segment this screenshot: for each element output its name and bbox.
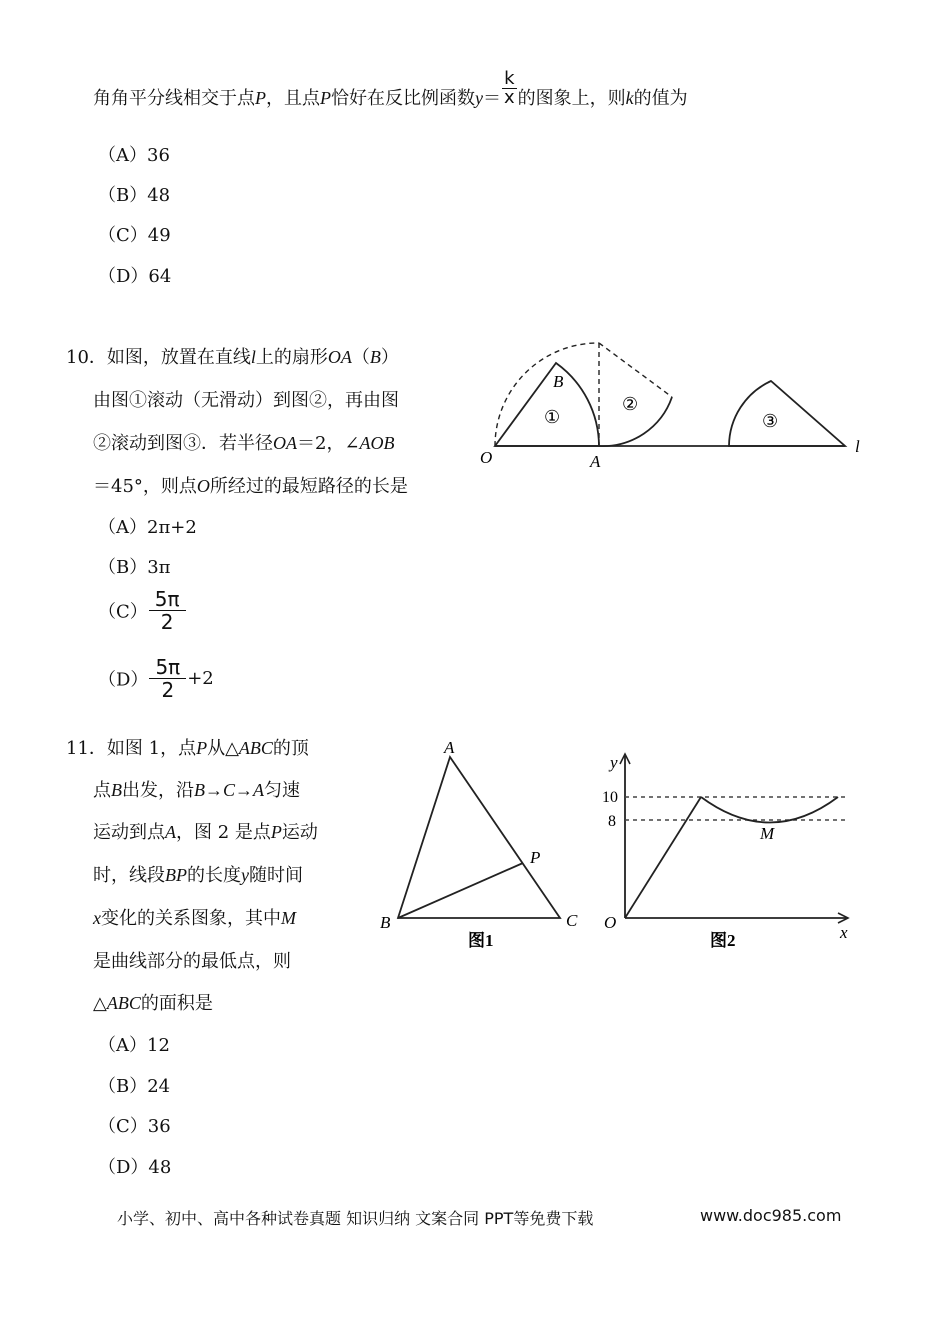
segment-oa: OA [273, 433, 297, 453]
q11-text: 运动到点 [93, 822, 165, 843]
fig2-caption: 图2 [710, 931, 736, 950]
label-x: x [840, 923, 848, 942]
q11-text: 出发，沿 [122, 780, 194, 801]
q11-figure-2 [590, 748, 860, 953]
q10-option-d [98, 656, 214, 701]
fraction-denominator: x [504, 86, 515, 108]
point-b: B [369, 347, 381, 367]
triangle-abc-shape [398, 757, 560, 918]
graph-linear-part [625, 797, 701, 918]
q9-stem-text: ，且点 [266, 88, 320, 109]
q11-option-a: （A）12 [98, 1035, 170, 1056]
q11-line-1 [66, 734, 309, 760]
label-y: y [610, 753, 618, 772]
point-m: M [281, 908, 296, 928]
q10-text: （ [351, 347, 370, 368]
q11-option-d: （D）48 [98, 1157, 172, 1178]
q10-line-4 [93, 472, 408, 498]
q11-line-4 [93, 861, 303, 887]
q10-text: ②滚动到图③．若半径 [93, 433, 273, 454]
q11-text: △ [93, 993, 107, 1014]
var-y: y [475, 88, 483, 108]
q10-text: ） [380, 347, 399, 368]
label-o: O [480, 448, 493, 467]
point-o: O [196, 476, 210, 496]
line-l: l [250, 347, 256, 367]
q11-text: 运动 [281, 822, 318, 843]
dashed-slant [599, 343, 672, 397]
path-arc-dashed [495, 343, 599, 446]
q10-text: 10．如图，放置在直线 [66, 347, 251, 368]
q11-line-7 [93, 989, 213, 1015]
footer-url[interactable]: www.doc985.com [700, 1206, 842, 1225]
var-k: k [625, 88, 634, 108]
plus-two: +2 [187, 668, 214, 689]
q10-line-1 [66, 343, 399, 369]
q11-option-b: （B）24 [98, 1076, 171, 1097]
segment-bp: BP [165, 865, 187, 885]
fraction-k-over-x [502, 67, 517, 108]
q10-option-b: （B）3π [98, 557, 171, 578]
circled-1: ① [544, 407, 561, 427]
footer-text: 小学、初中、高中各种试卷真题 知识归纳 文案合同 PPT等免费下载 [117, 1209, 594, 1228]
q11-option-c: （C）36 [98, 1116, 171, 1137]
q11-text: 的面积是 [140, 993, 213, 1014]
segment-oa: OA [327, 347, 352, 367]
q9-stem-text: 的值为 [633, 88, 688, 109]
label-p: P [530, 848, 541, 867]
var-y: y [241, 865, 249, 885]
q11-text: 11．如图 1，点 [66, 738, 197, 759]
fraction-numerator: 5π [154, 587, 180, 611]
point-p: P [255, 88, 266, 108]
sector-1 [495, 363, 599, 446]
q11-line-3 [93, 818, 318, 844]
q11-figure-1 [370, 735, 590, 955]
triangle-abc: ABC [106, 993, 141, 1013]
tick-8: 8 [608, 813, 616, 830]
point-a: A [165, 822, 176, 842]
q11-text: ，图 2 是点 [176, 822, 271, 843]
point-p: P [196, 738, 208, 758]
q9-option-a: （A）36 [98, 145, 170, 166]
q9-option-d: （D）64 [98, 266, 172, 287]
equals-sign: ＝ [483, 88, 501, 109]
q10-figure [470, 335, 870, 475]
q9-stem [93, 67, 688, 110]
graph-curve-part [701, 797, 838, 823]
sector-3 [729, 381, 845, 446]
fig1-caption: 图1 [468, 931, 494, 950]
var-x: x [93, 908, 101, 928]
option-label: （C） [98, 601, 148, 623]
q9-stem-text: 角角平分线相交于点 [93, 88, 255, 109]
label-o: O [604, 913, 617, 932]
q9-stem-text: 的图象上，则 [517, 88, 626, 109]
q11-line-5 [93, 904, 296, 930]
q11-text: 点 [93, 780, 111, 801]
q11-text: 变化的关系图象，其中 [101, 908, 281, 929]
label-b: B [553, 372, 564, 391]
q10-text: 所经过的最短路径的长是 [209, 476, 408, 497]
fraction-5pi-over-2 [149, 588, 186, 633]
q9-stem-text: 恰好在反比例函数 [331, 88, 475, 109]
q10-text: ＝45°，则点 [93, 476, 197, 497]
q10-option-c [98, 588, 187, 633]
tick-10: 10 [602, 789, 618, 806]
q10-option-a: （A）2π+2 [98, 517, 197, 538]
q11-text: 的顶 [272, 738, 309, 759]
fraction-numerator: k [504, 67, 515, 89]
label-l: l [855, 437, 860, 456]
q9-option-c: （C）49 [98, 225, 171, 246]
q11-text: 的长度 [187, 865, 241, 886]
angle-aob: AOB [359, 433, 395, 453]
label-a: A [444, 738, 455, 757]
segment-bp-line [398, 863, 523, 918]
label-b: B [380, 913, 391, 932]
option-label: （D） [98, 669, 149, 691]
point-b: B [111, 780, 122, 800]
q11-line-6: 是曲线部分的最低点，则 [93, 951, 291, 972]
path-bca: B→C→A [194, 780, 264, 800]
q10-text: 上的扇形 [255, 347, 328, 368]
q10-text: ＝2，∠ [297, 433, 360, 454]
q10-line-3 [93, 429, 395, 455]
label-a: A [590, 452, 601, 471]
point-p: P [320, 88, 331, 108]
point-p: P [270, 822, 282, 842]
circled-3: ③ [762, 411, 779, 431]
label-m: M [760, 824, 775, 843]
fraction-denominator: 2 [149, 678, 186, 701]
q10-line-2: 由图①滚动（无滑动）到图②，再由图 [93, 390, 399, 411]
fraction-5pi-over-2 [149, 656, 186, 701]
fraction-numerator: 5π [155, 655, 181, 679]
fraction-denominator: 2 [149, 610, 186, 633]
circled-2: ② [622, 394, 639, 414]
triangle-abc: ABC [238, 738, 273, 758]
q11-text: 时，线段 [93, 865, 165, 886]
q9-option-b: （B）48 [98, 185, 171, 206]
q11-text: 随时间 [249, 865, 303, 886]
q11-text: 匀速 [264, 780, 300, 801]
label-c: C [566, 911, 578, 930]
q11-line-2 [93, 776, 300, 802]
q11-text: 从△ [207, 738, 239, 759]
